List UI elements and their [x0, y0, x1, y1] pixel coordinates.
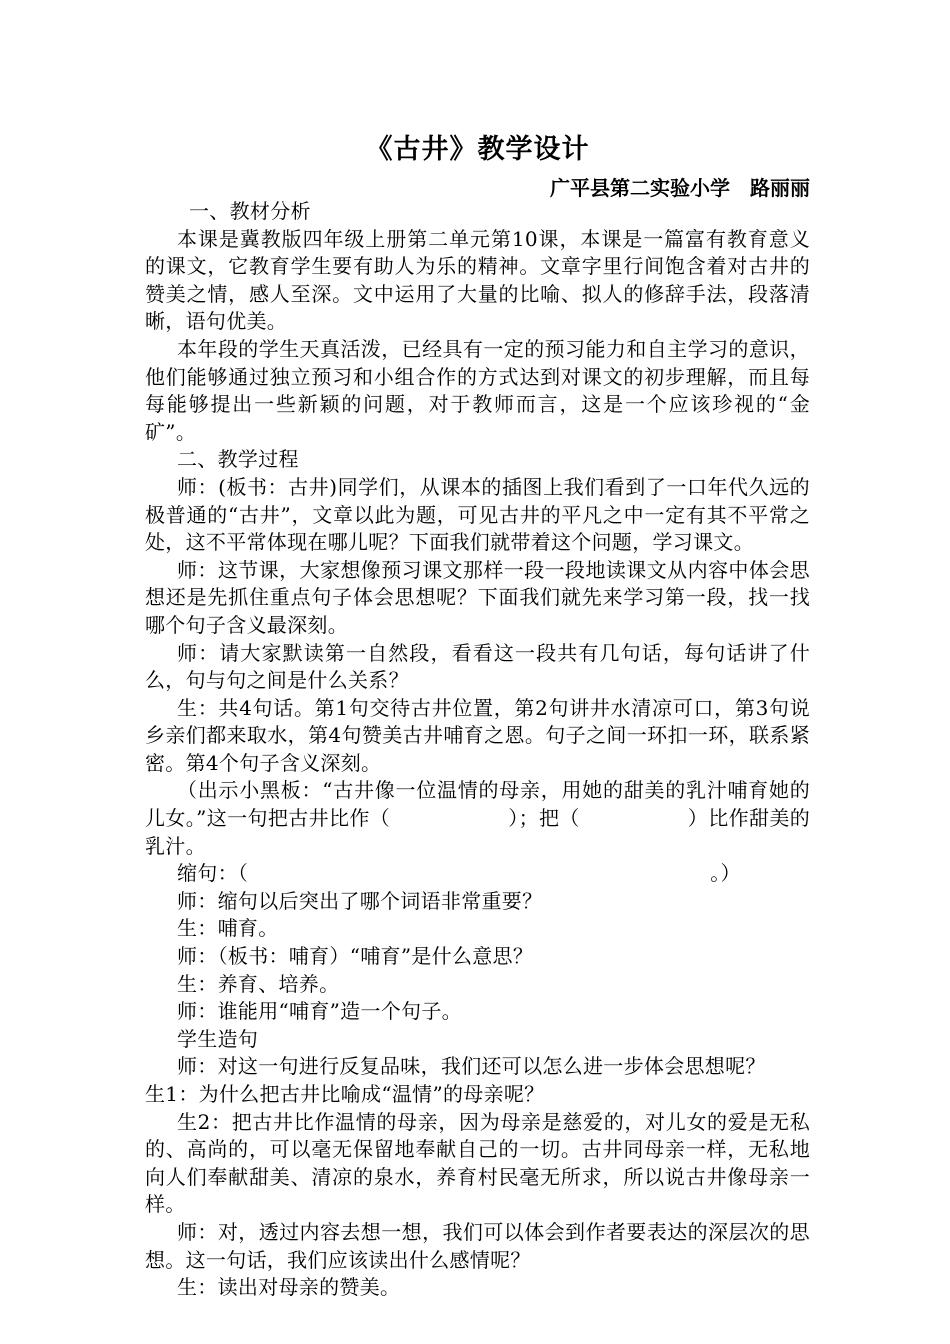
paragraph: 师：谁能用“哺育”造一个句子。 — [177, 999, 462, 1024]
section-heading-analysis: 一、教材分析 — [189, 199, 311, 223]
paragraph: 生：哺育。 — [177, 916, 279, 941]
fill-in-exercise — [145, 777, 810, 860]
exercise-text: （出示小黑板：“古井像一位温情的母亲，用她的甜美的乳汁哺育她的儿女。”这一句把古井比作（ — [145, 778, 810, 831]
paragraph: 生：读出对母亲的赞美。 — [177, 1275, 401, 1300]
paragraph: 本课是冀教版四年级上册第二单元第10课，本课是一篇富有教育意义的课文，它教育学生要有助人为乐的精神。文章字里行间饱含着对古井的赞美之情，感人至深。文中运用了大量的比喻、拟人的修辞手法，段落清晰，语句优美。 — [145, 226, 810, 334]
exercise-text: ）比作甜美的乳汁。 — [145, 806, 810, 858]
paragraph: 生：养育、培养。 — [177, 971, 340, 996]
paragraph: 师：对这一句进行反复品味，我们还可以怎么进一步体会思想呢？ — [177, 1054, 766, 1079]
paragraph: 师：对，透过内容去想一想，我们可以体会到作者要表达的深层次的思想。这一句话，我们应该读出什么感情呢？ — [145, 1219, 810, 1272]
paragraph: 师：这节课，大家想像预习课文那样一段一段地读课文从内容中体会思想还是先抓住重点句子体会思想呢？下面我们就先来学习第一段，找一找哪个句子含义最深刻。 — [145, 557, 810, 637]
paragraph: 师：请大家默读第一自然段，看看这一段共有几句话，每句话讲了什么，句与句之间是什么关系？ — [145, 640, 810, 693]
paragraph: 学生造句 — [177, 1026, 259, 1051]
paragraph: 师：缩句以后突出了哪个词语非常重要？ — [177, 888, 543, 913]
exercise-text: 缩句：（ — [177, 861, 249, 886]
sentence-shrink-exercise — [145, 860, 810, 888]
paragraph: 师：（板书：哺育）“哺育”是什么意思？ — [177, 944, 534, 969]
author-byline: 广平县第二实验小学 路丽丽 — [550, 176, 810, 200]
document-body — [145, 198, 810, 1302]
paragraph: 本年段的学生天真活泼，已经具有一定的预习能力和自主学习的意识，他们能够通过独立预习和小组合作的方式达到对课文的初步理解，而且每每能够提出一些新颖的问题，对于教师而言，这是一个应该珍视的“金矿”。 — [145, 336, 810, 444]
paragraph: 生：共4句话。第1句交待古井位置，第2句讲井水清凉可口，第3句说乡亲们都来取水，第4句赞美古井哺育之恩。句子之间一环扣一环，联系紧密。第4个句子含义深刻。 — [145, 695, 810, 775]
paragraph: 师：(板书：古井)同学们，从课本的插图上我们看到了一口年代久远的极普通的“古井”，文章以此为题，可见古井的平凡之中一定有其不平常之处，这不平常体现在哪儿呢？下面我们就带着这个问题，学习课文。 — [145, 474, 810, 555]
exercise-text: 。） — [710, 861, 741, 886]
exercise-text: ）；把（ — [508, 806, 580, 831]
paragraph: 生1：为什么把古井比喻成“温情”的母亲呢？ — [145, 1082, 545, 1106]
section-heading-process: 二、教学过程 — [177, 447, 299, 472]
document-title: 《古井》教学设计 — [365, 134, 590, 165]
paragraph: 生2：把古井比作温情的母亲，因为母亲是慈爱的，对儿女的爱是无私的、高尚的，可以毫无保留地奉献自己的一切。古井同母亲一样，无私地向人们奉献甜美、清凉的泉水，养育村民毫无所求，所以说古井像母亲一样。 — [145, 1109, 810, 1217]
